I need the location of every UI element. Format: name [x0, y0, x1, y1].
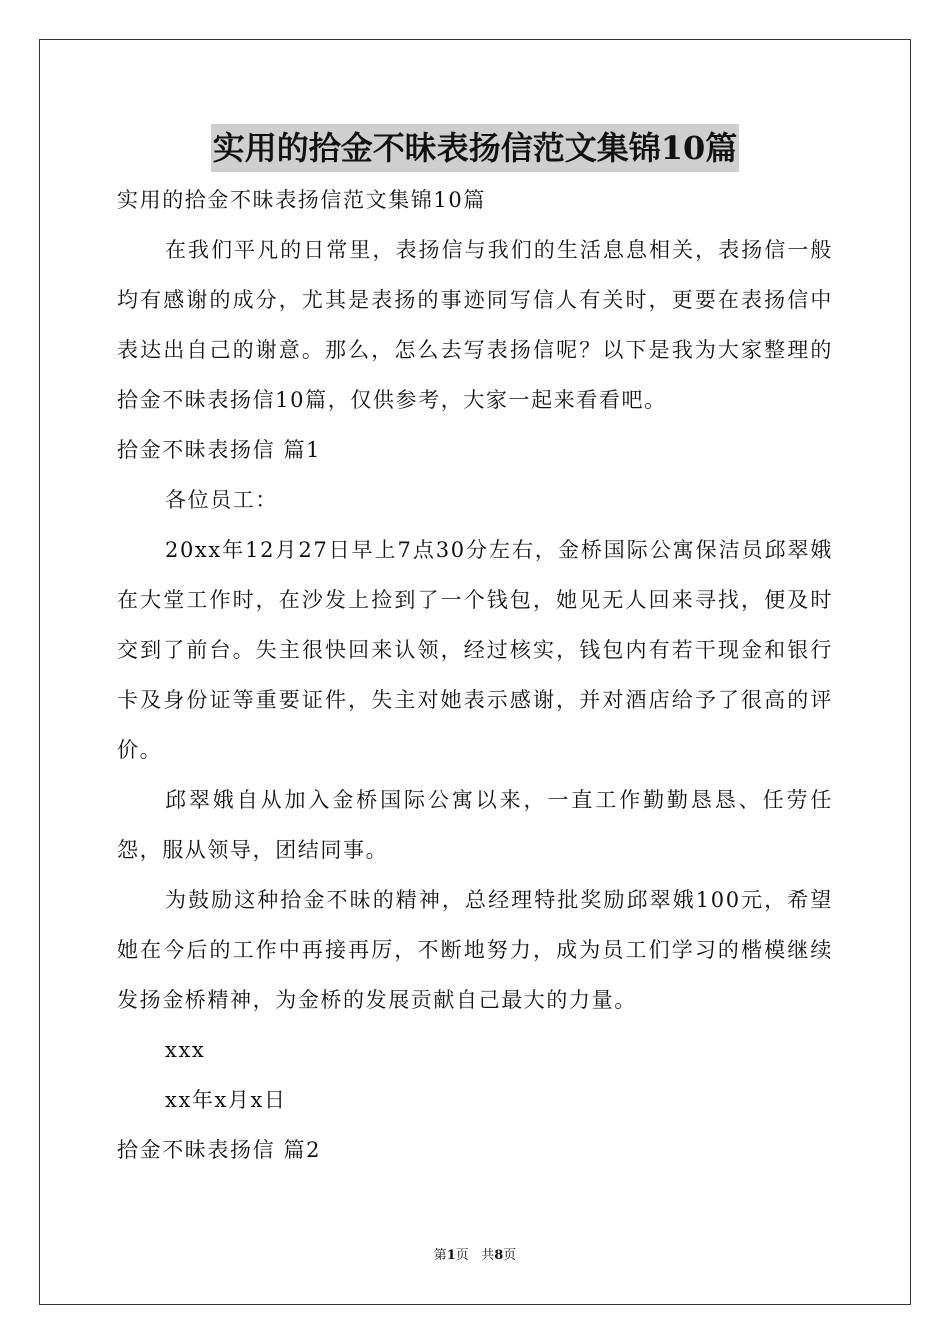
salutation: 各位员工： — [165, 488, 278, 512]
page-suffix: 页 — [455, 1248, 469, 1263]
total-suffix: 页 — [503, 1248, 517, 1263]
page-footer — [0, 1247, 950, 1265]
document-body — [117, 175, 833, 1175]
body-paragraph-1: 20xx年12月27日早上7点30分左右，金桥国际公寓保洁员邱翠娥在大堂工作时，在沙发上捡到了一个钱包，她见无人回来寻找，便及时交到了前台。失主很快回来认领，经过核实，钱包内有若干现金和银行卡及身份证等重要证件，失主对她表示感谢，并对酒店给予了很高的评价。 — [117, 538, 833, 762]
date-line: xx年x月x日 — [165, 1088, 287, 1112]
body-paragraph-3: 为鼓励这种拾金不昧的精神，总经理特批奖励邱翠娥100元，希望她在今后的工作中再接再厉，不断地努力，成为员工们学习的楷模继续发扬金桥精神，为金桥的发展贡献自己最大的力量。 — [117, 888, 833, 1012]
section-heading-2: 拾金不昧表扬信 篇2 — [117, 1138, 322, 1162]
section-heading-1: 拾金不昧表扬信 篇1 — [117, 438, 322, 462]
page-number: 1 — [446, 1248, 456, 1263]
total-prefix: 共 — [481, 1248, 495, 1263]
body-paragraph-2: 邱翠娥自从加入金桥国际公寓以来，一直工作勤勤恳恳、任劳任怨，服从领导，团结同事。 — [117, 788, 833, 862]
title-container — [0, 124, 950, 172]
document-subtitle: 实用的拾金不昧表扬信范文集锦10篇 — [117, 188, 486, 212]
signature: xxx — [165, 1038, 206, 1062]
page-prefix: 第 — [433, 1248, 447, 1263]
document-title: 实用的拾金不昧表扬信范文集锦10篇 — [211, 124, 740, 172]
total-pages: 8 — [494, 1248, 504, 1263]
intro-paragraph: 在我们平凡的日常里，表扬信与我们的生活息息相关，表扬信一般均有感谢的成分，尤其是表扬的事迹同写信人有关时，更要在表扬信中表达出自己的谢意。那么，怎么去写表扬信呢？以下是我为大家整理的拾金不昧表扬信10篇，仅供参考，大家一起来看看吧。 — [117, 238, 833, 412]
